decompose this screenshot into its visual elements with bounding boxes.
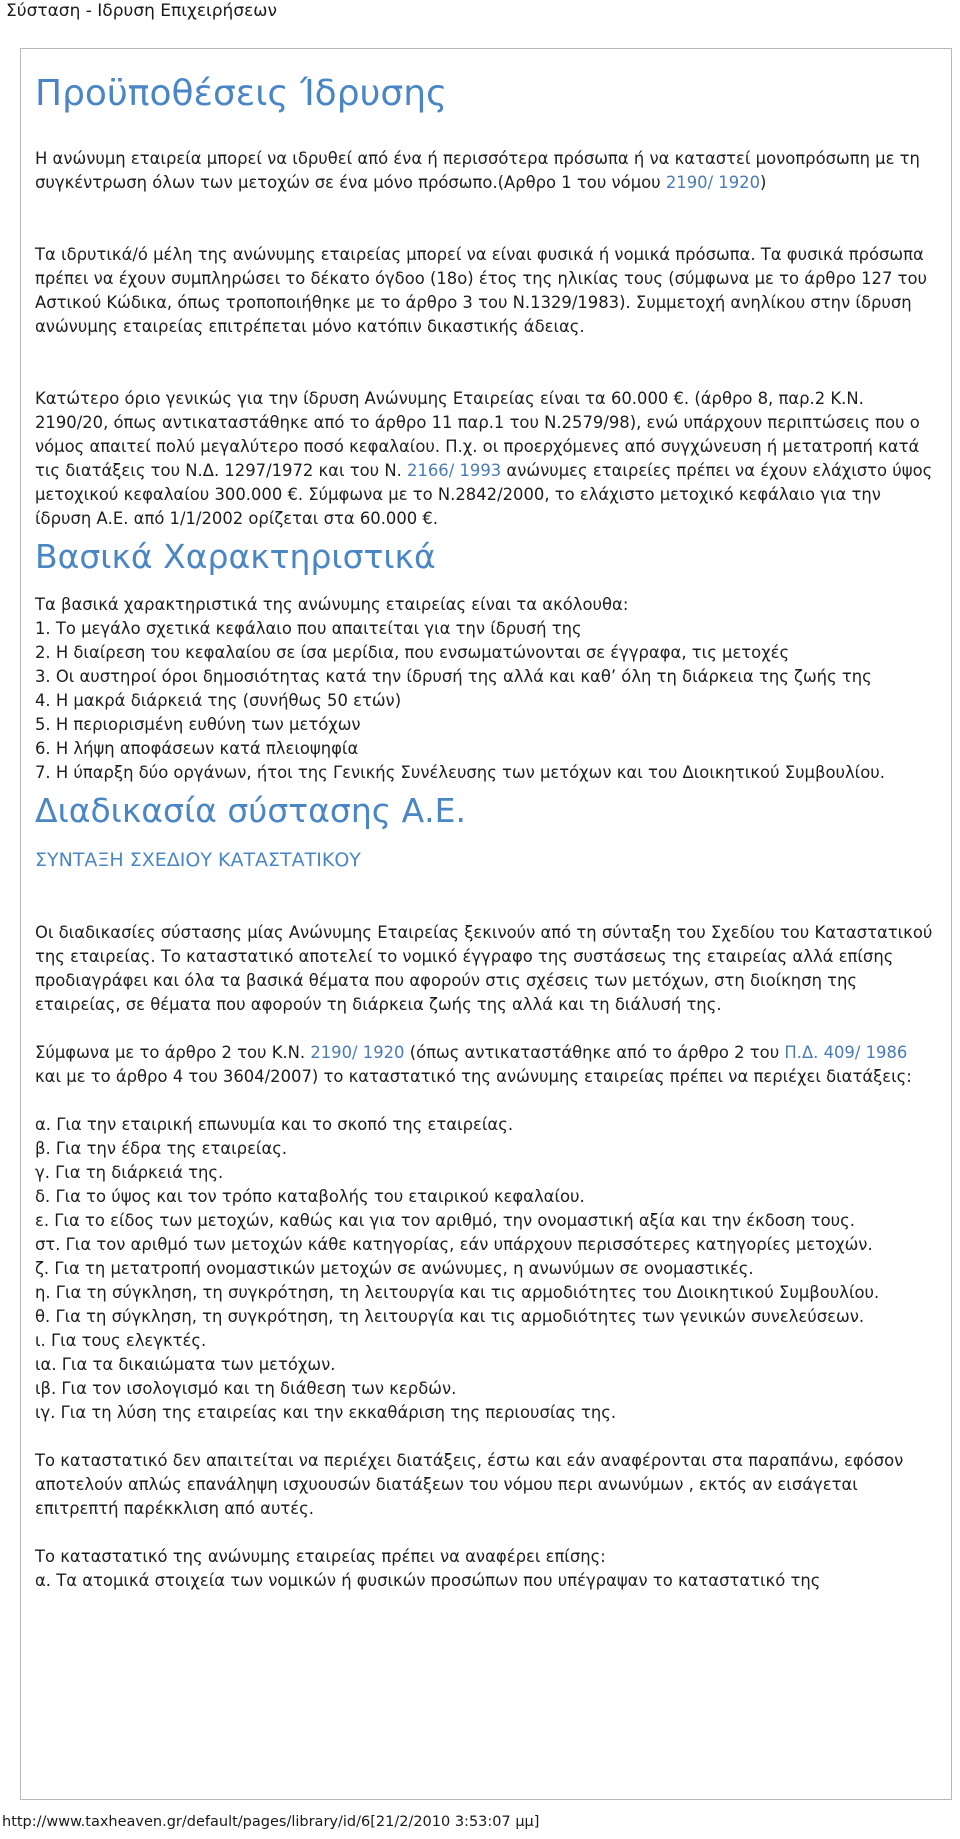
procedure-paragraph-3: Το καταστατικό δεν απαιτείται να περιέχει διατάξεις, έστω και εάν αναφέρονται στα παραπάνω, εφόσον αποτελούν απλώς επανάληψη ισχυουσών διατάξεων του νόμου περι ανωνύμων , εκτός αν εισάγεται επιτρεπτή παρέκκλιση από αυτές. [35, 1451, 904, 1518]
characteristics-item: 6. Η λήψη αποφάσεων κατά πλειοψηφία [35, 739, 359, 758]
characteristics-item: 2. Η διαίρεση του κεφαλαίου σε ίσα μερίδια, που ενσωματώνονται σε έγγραφα, τις μετοχές [35, 643, 790, 662]
characteristics-item: 1. Το μεγάλο σχετικά κεφάλαιο που απαιτείται για την ίδρυσή της [35, 619, 582, 638]
page-header-title: Σύσταση - Ιδρυση Επιχειρήσεων [6, 1, 278, 21]
characteristics-item: 5. Η περιορισμένη ευθύνη των μετόχων [35, 715, 361, 734]
law-link-2190-1920[interactable]: 2190/ 1920 [665, 173, 761, 192]
procedure-paragraph-1: Οι διαδικασίες σύστασης μίας Ανώνυμης Εταιρείας ξεκινούν από τη σύνταξη του Σχεδίου του Καταστατικού της εταιρείας. Το καταστατικό αποτελεί το νομικό έγγραφο της συστάσεως της εταιρείας αλλά επίσης προδιαγράφει και όλα τα βασικά θέματα που αφορούν στις σχέσεις των μετόχων, στη διοίκηση της εταιρείας, σε θέματα που αφορούν τη διάρκεια ζωής της αλλά και τη διάλυσή της. [35, 923, 933, 1014]
heading-preconditions: Προϋποθέσεις Ίδρυσης [35, 73, 448, 114]
provision-item: ια. Για τα δικαιώματα των μετόχων. [35, 1355, 336, 1374]
provision-item: ιβ. Για τον ισολογισμό και τη διάθεση των κερδών. [35, 1379, 457, 1398]
characteristics-item: 7. Η ύπαρξη δύο οργάνων, ήτοι της Γενικής Συνέλευσης των μετόχων και του Διοικητικού Συμβουλίου. [35, 763, 885, 782]
provision-item: δ. Για το ύψος και τον τρόπο καταβολής του εταιρικού κεφαλαίου. [35, 1187, 585, 1206]
footer-url: http://www.taxheaven.gr/default/pages/library/id/6[21/2/2010 3:53:07 μμ] [2, 1814, 540, 1830]
provision-item: ι. Για τους ελεγκτές. [35, 1331, 207, 1350]
preconditions-paragraph-3: Κατώτερο όριο γενικώς για την ίδρυση Ανώνυμης Εταιρείας είναι τα 60.000 €. (άρθρο 8, παρ.2 Κ.Ν. 2190/20, όπως αντικαταστάθηκε από το άρθρο 11 παρ.1 του Ν.2579/98), ενώ υπάρχουν περιπτώσεις που ο νόμος απαιτεί πολύ μεγαλύτερο ποσό κεφαλαίου. Π.χ. οι προερχόμενες από συγχώνευση ή μετατροπή κατά τις διατάξεις του Ν.Δ. 1297/1972 και του Ν. 2166/ 1993 ανώνυμες εταιρείες πρέπει να έχουν ελάχιστο ύψος μετοχικού κεφαλαίου 300.000 €. Σύμφωνα με το Ν.2842/2000, το ελάχιστο μετοχικό κεφάλαιο για την ίδρυση Α.Ε. από 1/1/2002 ορίζεται στα 60.000 €. [35, 389, 933, 528]
procedure-paragraph-2: Σύμφωνα με το άρθρο 2 του Κ.Ν. 2190/ 1920 (όπως αντικαταστάθηκε από το άρθρο 2 του Π.Δ. 409/ 1986 και με το άρθρο 4 του 3604/2007) το καταστατικό της ανώνυμης εταιρείας πρέπει να περιέχει διατάξεις: [35, 1043, 912, 1086]
article-content [20, 48, 952, 1800]
procedure-paragraph-4: Το καταστατικό της ανώνυμης εταιρείας πρέπει να αναφέρει επίσης: [35, 1547, 606, 1566]
heading-procedure: Διαδικασία σύστασης Α.Ε. [35, 791, 467, 830]
subheading-draft-statute: ΣΥΝΤΑΞΗ ΣΧΕΔΙΟΥ ΚΑΤΑΣΤΑΤΙΚΟΥ [35, 849, 361, 871]
characteristics-intro: Τα βασικά χαρακτηριστικά της ανώνυμης εταιρείας είναι τα ακόλουθα: [35, 595, 629, 614]
provision-item: γ. Για τη διάρκειά της. [35, 1163, 224, 1182]
law-link-2166-1993[interactable]: 2166/ 1993 [407, 461, 502, 480]
provision-item: θ. Για τη σύγκληση, τη συγκρότηση, τη λειτουργία και τις αρμοδιότητες των γενικών συνελεύσεων. [35, 1307, 865, 1326]
law-link-pd-409-1986[interactable]: Π.Δ. 409/ 1986 [784, 1043, 908, 1062]
provision-item: ιγ. Για τη λύση της εταιρείας και την εκκαθάριση της περιουσίας της. [35, 1403, 617, 1422]
provision-item: ζ. Για τη μετατροπή ονομαστικών μετοχών σε ανώνυμες, η ανωνύμων σε ονομαστικές. [35, 1259, 754, 1278]
heading-characteristics: Βασικά Χαρακτηριστικά [35, 537, 436, 576]
provision-item: β. Για την έδρα της εταιρείας. [35, 1139, 288, 1158]
procedure-paragraph-4-item: α. Τα ατομικά στοιχεία των νομικών ή φυσικών προσώπων που υπέγραψαν το καταστατικό της [35, 1571, 821, 1590]
provision-item: α. Για την εταιρική επωνυμία και το σκοπό της εταιρείας. [35, 1115, 514, 1134]
preconditions-paragraph-2: Τα ιδρυτικά/ό μέλη της ανώνυμης εταιρείας μπορεί να είναι φυσικά ή νομικά πρόσωπα. Τα φυσικά πρόσωπα πρέπει να έχουν συμπληρώσει το δέκατο όγδοο (18ο) έτος της ηλικίας τους (σύμφωνα με το άρθρο 127 του Αστικού Κώδικα, όπως τροποποιήθηκε με το άρθρο 3 του Ν.1329/1983). Συμμετοχή ανηλίκου στην ίδρυση ανώνυμης εταιρείας επιτρέπεται μόνο κατόπιν δικαστικής άδειας. [35, 245, 927, 336]
characteristics-item: 4. Η μακρά διάρκειά της (συνήθως 50 ετών) [35, 691, 402, 710]
provision-item: ε. Για το είδος των μετοχών, καθώς και για τον αριθμό, την ονομαστική αξία και την έκδοση τους. [35, 1211, 855, 1230]
article-body [35, 71, 935, 1593]
provision-item: στ. Για τον αριθμό των μετοχών κάθε κατηγορίας, εάν υπάρχουν περισσότερες κατηγορίες μετοχών. [35, 1235, 873, 1254]
characteristics-item: 3. Οι αυστηροί όροι δημοσιότητας κατά την ίδρυσή της αλλά και καθ’ όλη τη διάρκεια της ζωής της [35, 667, 872, 686]
provision-item: η. Για τη σύγκληση, τη συγκρότηση, τη λειτουργία και τις αρμοδιότητες του Διοικητικού Συμβουλίου. [35, 1283, 880, 1302]
law-link-2190-1920-b[interactable]: 2190/ 1920 [310, 1043, 405, 1062]
preconditions-paragraph-1: Η ανώνυμη εταιρεία μπορεί να ιδρυθεί από ένα ή περισσότερα πρόσωπα ή να καταστεί μονοπρόσωπη με τη συγκέντρωση όλων των μετοχών σε ένα μόνο πρόσωπο.(Αρθρο 1 του νόμου 2190/ 1920) [35, 149, 920, 192]
